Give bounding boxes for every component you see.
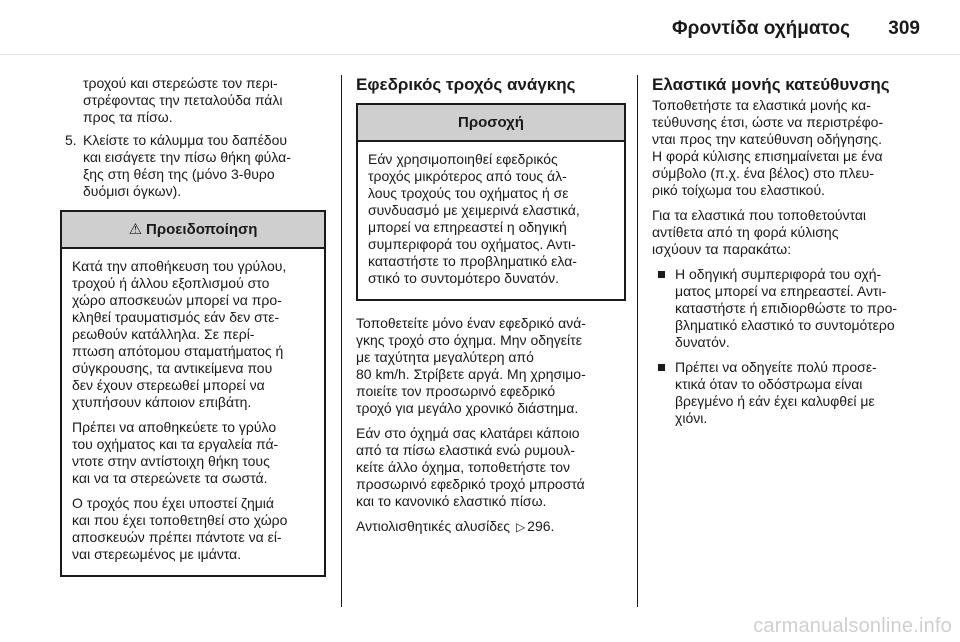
paragraph: Για τα ελαστικά που τοποθετούνται αντίθετα από τη φορά κύλισης ισχύουν τα παρακάτω: [652, 207, 867, 257]
warning-paragraph: Κατά την αποθήκευση του γρύλου, τροχού ή άλλου εξοπλισμού στο χώρο αποσκευών μπορεί να προ- κληθεί τραυματισμός εάν δεν στε- ρεωθούν κατάλληλα. Σε περί- πτωση απότομου σταματήματος ή σύγκρουσης, τα αντικείμενα που δεν έχουν στερεωθεί μπορεί να χτυπήσουν κάποιον επιβάτη. [72, 258, 287, 410]
xref-page: 296. [527, 518, 555, 534]
step-number: 5. [65, 132, 77, 148]
warning-triangle-icon: ⚠ [128, 221, 143, 238]
caution-box [356, 103, 626, 301]
page-number: 309 [888, 18, 920, 39]
section-heading-directional-tyres: Ελαστικά μονής κατεύθυνσης [652, 75, 890, 94]
bullet-square-icon [658, 364, 665, 371]
warning-body [62, 249, 324, 575]
caution-text: Εάν χρησιμοποιηθεί εφεδρικός τροχός μικρότερος από τους άλ- λους τροχούς του οχήματος ή σε συνδυασμό με χειμερινά ελαστικά, μπορεί να επηρεαστεί η οδηγική συμπεριφορά του οχήματος. Αντι- καταστήστε το προβληματικό ελα- στικό το συντομότερο δυνατόν. [368, 151, 580, 286]
step-5 [60, 132, 326, 200]
bullet-square-icon [658, 271, 665, 278]
warning-title: Προειδοποίηση [146, 221, 258, 238]
page-title: Φροντίδα οχήματος [672, 18, 850, 39]
caution-header: Προσοχή [358, 105, 624, 142]
section-heading-spare-wheel: Εφεδρικός τροχός ανάγκης [356, 75, 576, 94]
bullet-item: Η οδηγική συμπεριφορά του οχή- ματος μπορεί να επηρεαστεί. Αντι- καταστήστε ή επιδιορθώστε το προ- βληματικό ελαστικό το συντομότερο δυνατόν. [652, 266, 928, 351]
column-divider-2 [637, 75, 638, 607]
column-right [652, 75, 928, 435]
column-middle [356, 75, 626, 544]
warning-paragraph: Πρέπει να αποθηκεύετε το γρύλο του οχήματος και τα εργαλεία πά- ντοτε στην αντίστοιχη θήκη τους και να τα στερεώνετε τα σωστά. [72, 419, 279, 486]
xref-text: Αντιολισθητικές αλυσίδες [356, 518, 511, 534]
paragraph: Εάν στο όχημά σας κλατάρει κάποιο από τα πίσω ελαστικά ενώ ρυμουλ- κείτε άλλο όχημα, τοποθετήστε τον προσωρινό εφεδρικό τροχό μπροστά και το κανονικό ελαστικό πίσω. [356, 425, 585, 509]
column-divider-1 [341, 75, 342, 607]
column-left [60, 75, 326, 577]
header-divider [0, 54, 960, 55]
watermark: carmanualsonline.info [753, 615, 952, 637]
warning-paragraph: Ο τροχός που έχει υποστεί ζημιά και που έχει τοποθετηθεί στο χώρο αποσκευών πρέπει πάντοτε να εί- ναι στερεωμένος με ιμάντα. [72, 495, 288, 562]
page-reference-icon: ▷ [515, 520, 526, 534]
paragraph: Τοποθετήστε τα ελαστικά μονής κα- τεύθυνσης έτσι, ώστε να περιστρέφο- νται προς την κατεύθυνση οδήγησης. Η φορά κύλισης επισημαίνεται με ένα σύμβολο (π.χ. ένα βέλος) στο πλευ- ρικό τοίχωμα του ελαστικού. [652, 97, 884, 198]
paragraph: Τοποθετείτε μόνο έναν εφεδρικό ανά- γκης τροχό στο όχημα. Μην οδηγείτε με ταχύτητα μεγαλύτερη από 80 km/h. Στρίβετε αργά. Μη χρησιμο- ποιείτε τον προσωρινό εφεδρικό τροχό για μεγάλο χρονικό διάστημα. [356, 315, 586, 416]
step-text: Κλείστε το κάλυμμα του δαπέδου και εισάγετε την πίσω θήκη φύλα- ξης στη θέση της (μόνο 3-θυρο δυόμισι όγκων). [83, 132, 291, 199]
bullet-item: Πρέπει να οδηγείτε πολύ προσε- κτικά όταν το οδόστρωμα είναι βρεγμένο ή εάν έχει καλυφθεί με χιόνι. [652, 359, 928, 427]
step4-continuation: τροχού και στερεώστε τον περι- στρέφοντας την πεταλούδα πάλι προς τα πίσω. [83, 75, 283, 125]
page-header [0, 0, 960, 52]
warning-header [62, 212, 324, 249]
warning-box [60, 210, 326, 577]
cross-reference [356, 518, 626, 536]
caution-body [358, 142, 624, 299]
